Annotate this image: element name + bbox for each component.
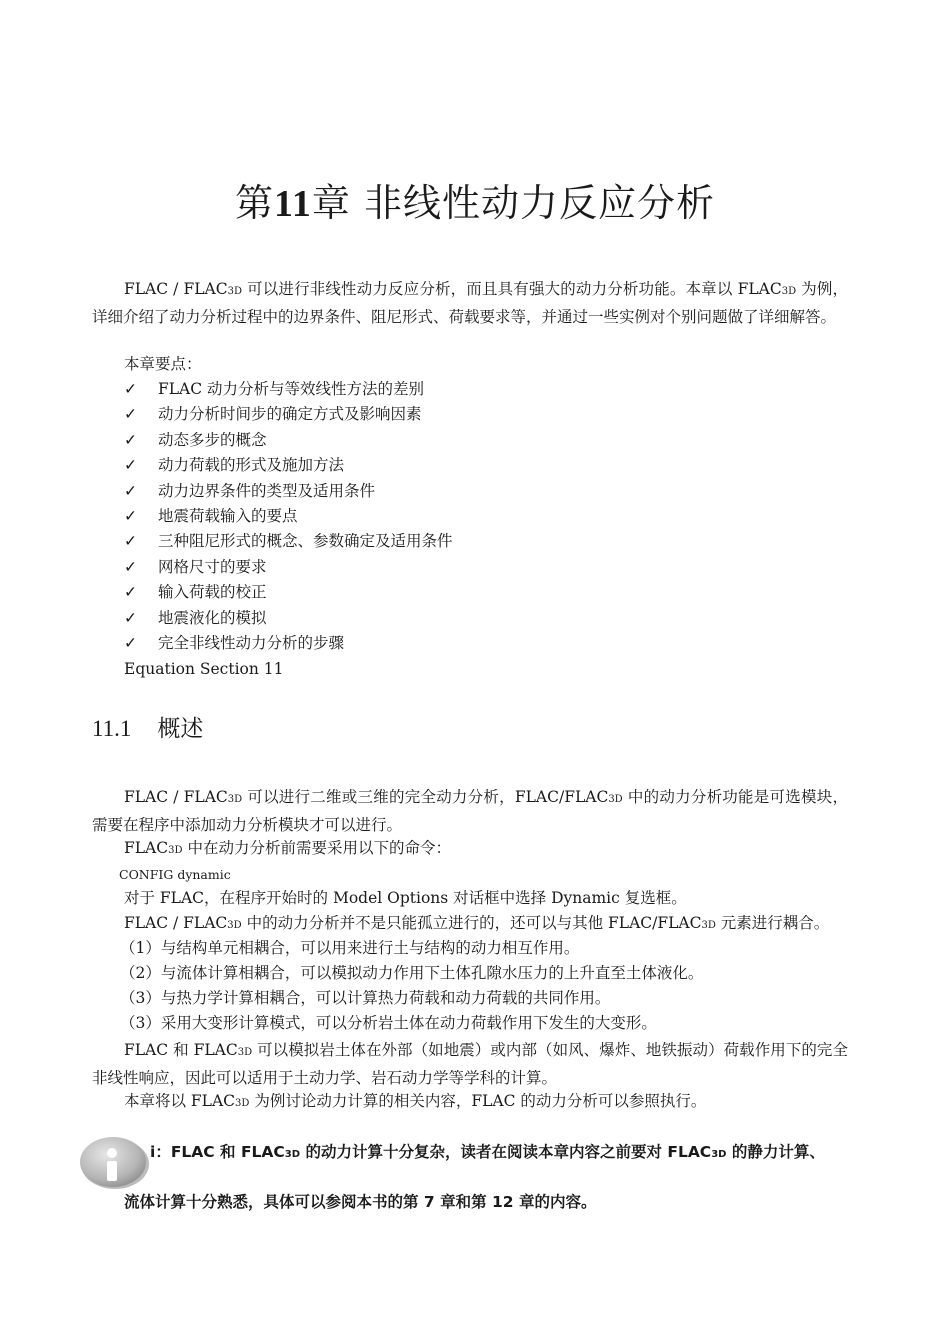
body-paragraph: FLAC 和 FLAC3D 可以模拟岩土体在外部（如地震）或内部（如风、爆炸、地铁振动）荷载作用下的完全非线性响应，因此可以适用于土动力学、岩石动力学等学科的计算。 xyxy=(92,1041,848,1087)
check-icon: ✓ xyxy=(124,430,137,449)
chapter-title xyxy=(0,172,950,227)
chapter-number: 11 xyxy=(274,183,312,225)
list-item: ✓ FLAC 动力分析与等效线性方法的差别 xyxy=(124,377,453,402)
check-icon: ✓ xyxy=(124,633,137,652)
section-heading xyxy=(92,710,203,743)
section-title: 概述 xyxy=(157,716,204,742)
section-number: 11.1 xyxy=(92,716,132,741)
check-icon: ✓ xyxy=(124,532,137,551)
body-paragraph: 本章将以 FLAC3D 为例讨论动力计算的相关内容，FLAC 的动力分析可以参照执行。 xyxy=(124,1092,707,1110)
check-icon: ✓ xyxy=(124,481,137,500)
info-icon xyxy=(78,1133,150,1191)
list-item: （1）与结构单元相耦合，可以用来进行土与结构的动力相互作用。 xyxy=(120,939,580,957)
list-item: ✓ 网格尺寸的要求 xyxy=(124,555,453,580)
list-item: ✓ 输入荷载的校正 xyxy=(124,580,453,605)
body-paragraph: FLAC3D 中在动力分析前需要采用以下的命令： xyxy=(124,839,451,857)
intro-paragraph: FLAC / FLAC3D 可以进行非线性动力反应分析，而且具有强大的动力分析功能。本章以 FLAC3D 为例，详细介绍了动力分析过程中的边界条件、阻尼形式、荷载要求等，并通过一些实例对个别问题做了详细解答。 xyxy=(92,280,849,326)
list-item: ✓ 动力分析时间步的确定方式及影响因素 xyxy=(124,402,453,427)
list-item: ✓ 三种阻尼形式的概念、参数确定及适用条件 xyxy=(124,529,453,554)
chapter-prefix: 第 xyxy=(234,181,274,225)
check-icon: ✓ xyxy=(124,380,137,398)
key-points-label: 本章要点： xyxy=(124,355,202,373)
note-text: 流体计算十分熟悉，具体可以参阅本书的第 7 章和第 12 章的内容。 xyxy=(124,1193,597,1211)
list-item: （3）与热力学计算相耦合，可以计算热力荷载和动力荷载的共同作用。 xyxy=(120,989,611,1007)
code-command: CONFIG dynamic xyxy=(119,867,231,882)
check-icon: ✓ xyxy=(124,557,137,576)
chapter-title-text: 章 非线性动力反应分析 xyxy=(311,181,715,225)
list-item: ✓ 完全非线性动力分析的步骤 xyxy=(124,631,453,656)
note-text: i：FLAC 和 FLAC3D 的动力计算十分复杂，读者在阅读本章内容之前要对 FLAC3D 的静力计算、 xyxy=(150,1143,825,1161)
equation-section-field: Equation Section 11 xyxy=(124,660,284,678)
check-icon: ✓ xyxy=(124,405,137,424)
list-item: （3）采用大变形计算模式，可以分析岩土体在动力荷载作用下发生的大变形。 xyxy=(120,1014,657,1032)
body-paragraph: 对于 FLAC，在程序开始时的 Model Options 对话框中选择 Dynamic 复选框。 xyxy=(124,889,687,907)
list-item: ✓ 动态多步的概念 xyxy=(124,428,453,453)
list-item: ✓ 地震液化的模拟 xyxy=(124,606,453,631)
check-icon: ✓ xyxy=(124,583,137,602)
body-paragraph: FLAC / FLAC3D 中的动力分析并不是只能孤立进行的，还可以与其他 FLAC/FLAC3D 元素进行耦合。 xyxy=(124,914,830,932)
list-item: ✓ 动力边界条件的类型及适用条件 xyxy=(124,479,453,504)
list-item: （2）与流体计算相耦合，可以模拟动力作用下土体孔隙水压力的上升直至土体液化。 xyxy=(120,964,704,982)
body-paragraph: FLAC / FLAC3D 可以进行二维或三维的完全动力分析，FLAC/FLAC3D 中的动力分析功能是可选模块，需要在程序中添加动力分析模块才可以进行。 xyxy=(92,788,848,834)
key-points-list xyxy=(124,377,453,656)
check-icon: ✓ xyxy=(124,456,137,475)
list-item: ✓ 地震荷载输入的要点 xyxy=(124,504,453,529)
list-item: ✓ 动力荷载的形式及施加方法 xyxy=(124,453,453,478)
check-icon: ✓ xyxy=(124,506,137,525)
check-icon: ✓ xyxy=(124,608,137,627)
